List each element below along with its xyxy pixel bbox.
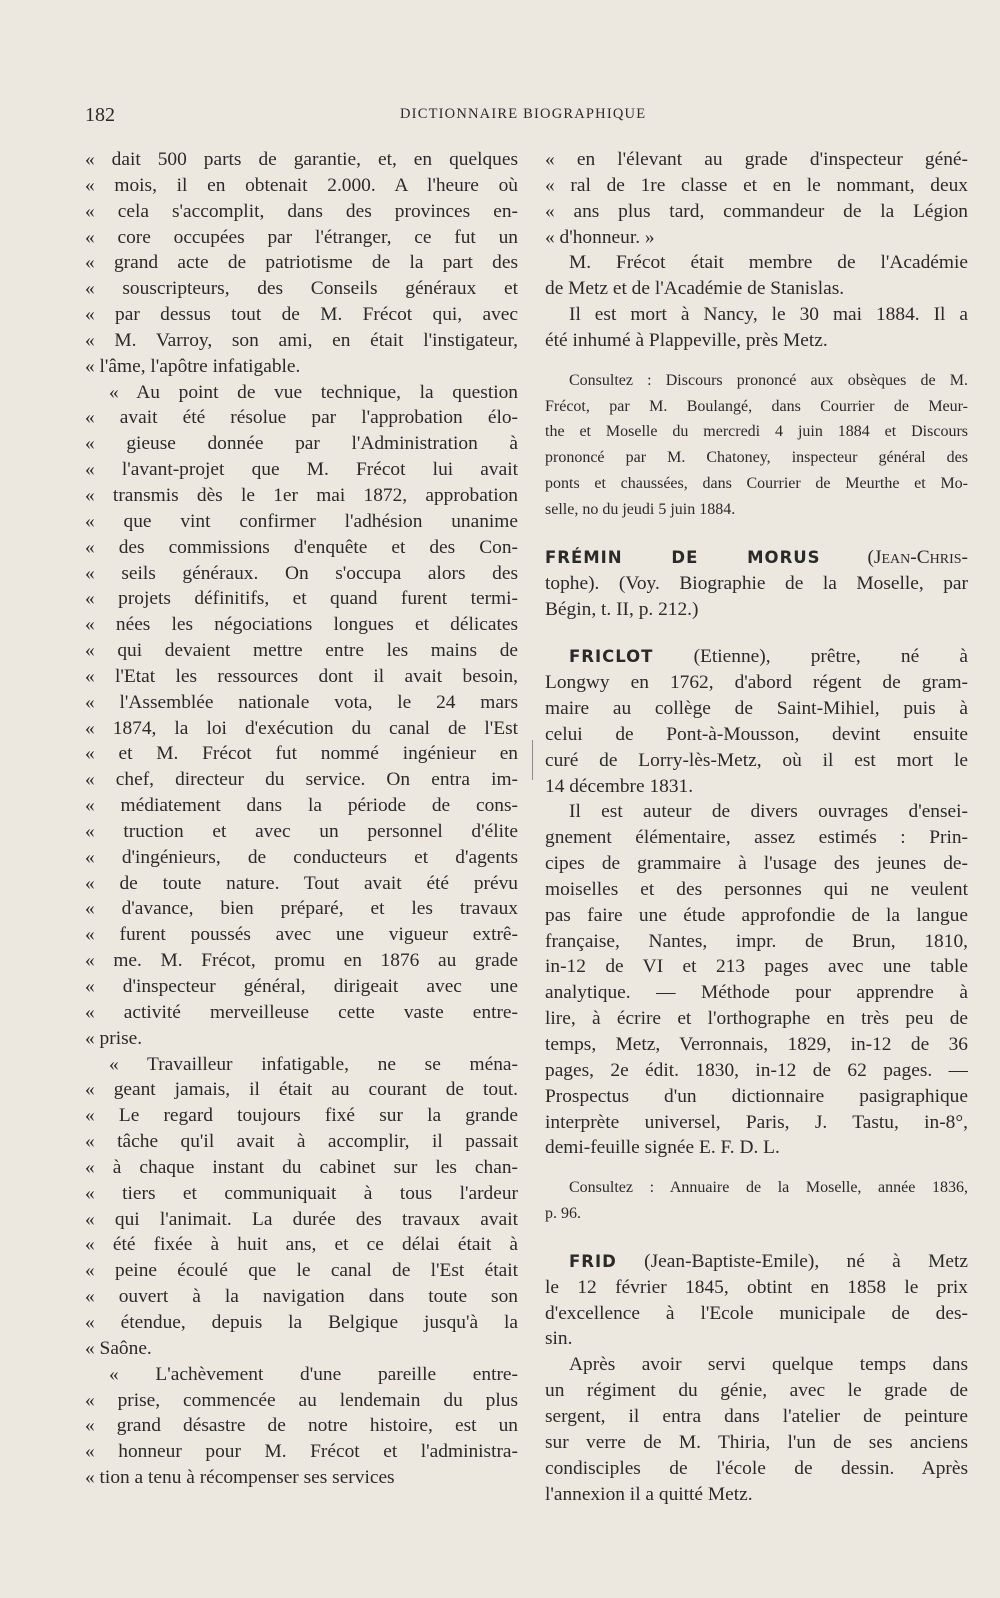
- text-line: « d'inspecteur général, dirigeait avec une: [85, 976, 518, 997]
- text-line: Consultez : Discours prononcé aux obsèques de M.: [569, 371, 968, 389]
- text-line: « que vint confirmer l'adhésion unanime: [85, 510, 518, 532]
- text-line: « seils généraux. On s'occupa alors des: [85, 562, 518, 584]
- text-line: M. Frécot était membre de l'Académie: [569, 252, 968, 274]
- left-column: [85, 147, 518, 1491]
- text-line: été inhumé à Plappeville, près Metz.: [545, 329, 828, 351]
- text-line: Longwy en 1762, d'abord régent de gram-: [545, 672, 968, 694]
- text-line: « souscripteurs, des Conseils généraux et: [85, 278, 518, 300]
- entry-line-text: (Jean-Chris-: [867, 546, 968, 568]
- text-line: Bégin, t. II, p. 212.): [545, 598, 699, 620]
- text-line: « ral de 1re classe et en le nommant, deux: [545, 174, 968, 196]
- text-line: in-12 de VI et 213 pages avec une table: [545, 956, 968, 978]
- text-line: « l'avant-projet que M. Frécot lui avait: [85, 459, 518, 481]
- text-line: gnement élémentaire, assez estimés : Prin-: [545, 827, 968, 849]
- text-line: « par dessus tout de M. Frécot qui, avec: [85, 304, 518, 326]
- text-line: « qui devaient mettre entre les mains de: [85, 640, 518, 662]
- text-line: « gieuse donnée par l'Administration à: [85, 433, 518, 455]
- text-line: de Metz et de l'Académie de Stanislas.: [545, 278, 845, 300]
- text-line: le 12 février 1845, obtint en 1858 le prix: [545, 1276, 968, 1298]
- text-line: « honneur pour M. Frécot et l'administra-: [85, 1441, 518, 1463]
- text-line: « de toute nature. Tout avait été prévu: [85, 872, 518, 894]
- text-line: « l'Assemblée nationale vota, le 24 mars: [85, 691, 518, 713]
- entry-friclot: [545, 644, 968, 1227]
- text-line: pages, 2e édit. 1830, in-12 de 62 pages. —: [545, 1059, 968, 1081]
- text-line: sur verre de M. Thiria, l'un de ses anciens: [545, 1431, 968, 1453]
- entry-headword: FRID: [569, 1251, 617, 1271]
- text-line: d'excellence à l'Ecole municipale de des-: [545, 1302, 968, 1324]
- entry-headword: FRÉMIN DE MORUS: [545, 547, 821, 567]
- text-line: « Au point de vue technique, la question: [109, 381, 518, 403]
- text-line: « à chaque instant du cabinet sur les chan-: [85, 1156, 518, 1178]
- text-line: « qui l'animait. La durée des travaux avait: [85, 1208, 518, 1230]
- entry-line-text: (Jean-Baptiste-Emile), né à Metz: [644, 1250, 968, 1272]
- text-line: « d'avance, bien préparé, et les travaux: [85, 898, 518, 920]
- text-line: française, Nantes, impr. de Brun, 1810,: [545, 930, 968, 952]
- text-line: Prospectus d'un dictionnaire pasigraphique: [545, 1085, 968, 1107]
- text-line: « l'Etat les ressources dont il avait besoin,: [85, 665, 518, 687]
- text-line: 14 décembre 1831.: [545, 775, 694, 797]
- text-line: tophe). (Voy. Biographie de la Moselle, par: [545, 572, 968, 594]
- text-line: Consultez : Annuaire de la Moselle, année 1836,: [569, 1179, 968, 1197]
- text-line: « mois, il en obtenait 2.000. A l'heure où: [85, 174, 518, 196]
- text-line: « projets définitifs, et quand furent termi-: [85, 588, 518, 610]
- text-line: « Le regard toujours fixé sur la grande: [85, 1105, 518, 1127]
- column-divider: [532, 740, 533, 780]
- text-line: « étendue, depuis la Belgique jusqu'à la: [85, 1311, 518, 1333]
- text-line: sergent, il entra dans l'atelier de peinture: [545, 1405, 968, 1427]
- text-line: « 1874, la loi d'exécution du canal de l'Est: [85, 717, 518, 739]
- text-line: « d'honneur. »: [545, 226, 655, 248]
- text-line: « médiatement dans la période de cons-: [85, 795, 518, 817]
- text-line: « tiers et communiquait à tous l'ardeur: [85, 1182, 518, 1204]
- text-line: interprète universel, Paris, J. Tastu, in-8°,: [545, 1111, 968, 1133]
- text-line: « dait 500 parts de garantie, et, en quelques: [85, 149, 518, 170]
- entry-frecot-sources: [545, 368, 968, 523]
- text-line: moiselles et des personnes qui ne veulent: [545, 878, 968, 900]
- text-line: « nées les négociations longues et délicates: [85, 614, 518, 636]
- text-line: « prise.: [85, 1027, 143, 1049]
- text-line: « prise, commencée au lendemain du plus: [85, 1389, 518, 1411]
- text-line: cipes de grammaire à l'usage des jeunes de-: [545, 853, 968, 875]
- text-line: condisciples de l'école de dessin. Après: [545, 1457, 968, 1479]
- text-line: ponts et chaussées, dans Courrier de Meurthe et Mo-: [545, 475, 968, 493]
- text-line: curé de Lorry-lès-Metz, où il est mort le: [545, 749, 968, 771]
- entry-headword: FRICLOT: [569, 647, 654, 667]
- text-line: « tion a tenu à récompenser ses services: [85, 1467, 395, 1489]
- text-line: temps, Metz, Verronnais, 1829, in-12 de 36: [545, 1034, 968, 1055]
- text-line: the et Moselle du mercredi 4 juin 1884 et Discours: [545, 423, 968, 441]
- text-line: « grand acte de patriotisme de la part des: [85, 252, 518, 274]
- text-line: p. 96.: [545, 1205, 581, 1223]
- text-line: « d'ingénieurs, de conducteurs et d'agents: [85, 846, 518, 868]
- text-line: « activité merveilleuse cette vaste entre-: [85, 1001, 518, 1023]
- text-line: « été fixée à huit ans, et ce délai était à: [85, 1234, 518, 1256]
- entry-line: [545, 1249, 968, 1275]
- text-line: « tâche qu'il avait à accomplir, il passait: [85, 1131, 518, 1153]
- text-line: sin.: [545, 1328, 573, 1350]
- page-number: 182: [85, 104, 115, 126]
- running-head: DICTIONNAIRE BIOGRAPHIQUE: [400, 106, 647, 122]
- entry-frid: [545, 1249, 968, 1507]
- text-line: analytique. — Méthode pour apprendre à: [545, 982, 968, 1004]
- text-line: « cela s'accomplit, dans des provinces en-: [85, 200, 518, 222]
- text-line: « grand désastre de notre histoire, est un: [85, 1415, 518, 1437]
- text-line: Il est mort à Nancy, le 30 mai 1884. Il a: [569, 304, 968, 326]
- text-line: « L'achèvement d'une pareille entre-: [109, 1363, 518, 1385]
- text-line: lire, à écrire et l'orthographe en très peu de: [545, 1008, 968, 1030]
- text-line: demi-feuille signée E. F. D. L.: [545, 1137, 780, 1159]
- text-line: Il est auteur de divers ouvrages d'ensei-: [569, 801, 968, 823]
- text-line: maire au collège de Saint-Mihiel, puis à: [545, 698, 968, 720]
- text-line: « chef, directeur du service. On entra im-: [85, 769, 518, 791]
- entry-fremin: [545, 545, 968, 623]
- text-line: « me. M. Frécot, promu en 1876 au grade: [85, 950, 518, 972]
- text-line: « furent poussés avec une vigueur extrê-: [85, 924, 518, 946]
- right-column: [545, 147, 968, 1507]
- text-line: « Travailleur infatigable, ne se ména-: [109, 1053, 518, 1075]
- text-line: « et M. Frécot fut nommé ingénieur en: [85, 743, 518, 765]
- text-line: « truction et avec un personnel d'élite: [85, 820, 518, 842]
- text-line: « Saône.: [85, 1337, 152, 1359]
- text-line: « geant jamais, il était au courant de tout.: [85, 1079, 518, 1101]
- entry-frecot-end: [545, 147, 968, 354]
- text-line: l'annexion il a quitté Metz.: [545, 1483, 753, 1505]
- text-line: « en l'élevant au grade d'inspecteur géné-: [545, 149, 968, 170]
- text-line: un régiment du génie, avec le grade de: [545, 1380, 968, 1402]
- text-line: « ans plus tard, commandeur de la Légion: [545, 200, 968, 222]
- text-line: selle, no du jeudi 5 juin 1884.: [545, 500, 736, 518]
- text-line: « l'âme, l'apôtre infatigable.: [85, 355, 301, 377]
- text-line: prononcé par M. Chatoney, inspecteur général des: [545, 449, 968, 467]
- entry-line: [545, 644, 968, 670]
- text-line: Frécot, par M. Boulangé, dans Courrier de Meur-: [545, 397, 968, 415]
- text-line: « avait été résolue par l'approbation élo-: [85, 407, 518, 429]
- text-line: « core occupées par l'étranger, ce fut un: [85, 226, 518, 248]
- entry-line: [545, 545, 968, 571]
- text-line: « M. Varroy, son ami, en était l'instigateur,: [85, 329, 518, 351]
- text-line: « des commissions d'enquête et des Con-: [85, 536, 518, 558]
- text-line: Après avoir servi quelque temps dans: [569, 1354, 968, 1376]
- entry-line-text: (Etienne), prêtre, né à: [693, 646, 968, 668]
- text-line: « ouvert à la navigation dans toute son: [85, 1286, 518, 1308]
- text-line: « transmis dès le 1er mai 1872, approbation: [85, 484, 518, 506]
- text-line: celui de Pont-à-Mousson, devint ensuite: [545, 723, 968, 745]
- text-line: « peine écoulé que le canal de l'Est était: [85, 1260, 518, 1282]
- text-line: pas faire une étude approfondie de la langue: [545, 904, 968, 926]
